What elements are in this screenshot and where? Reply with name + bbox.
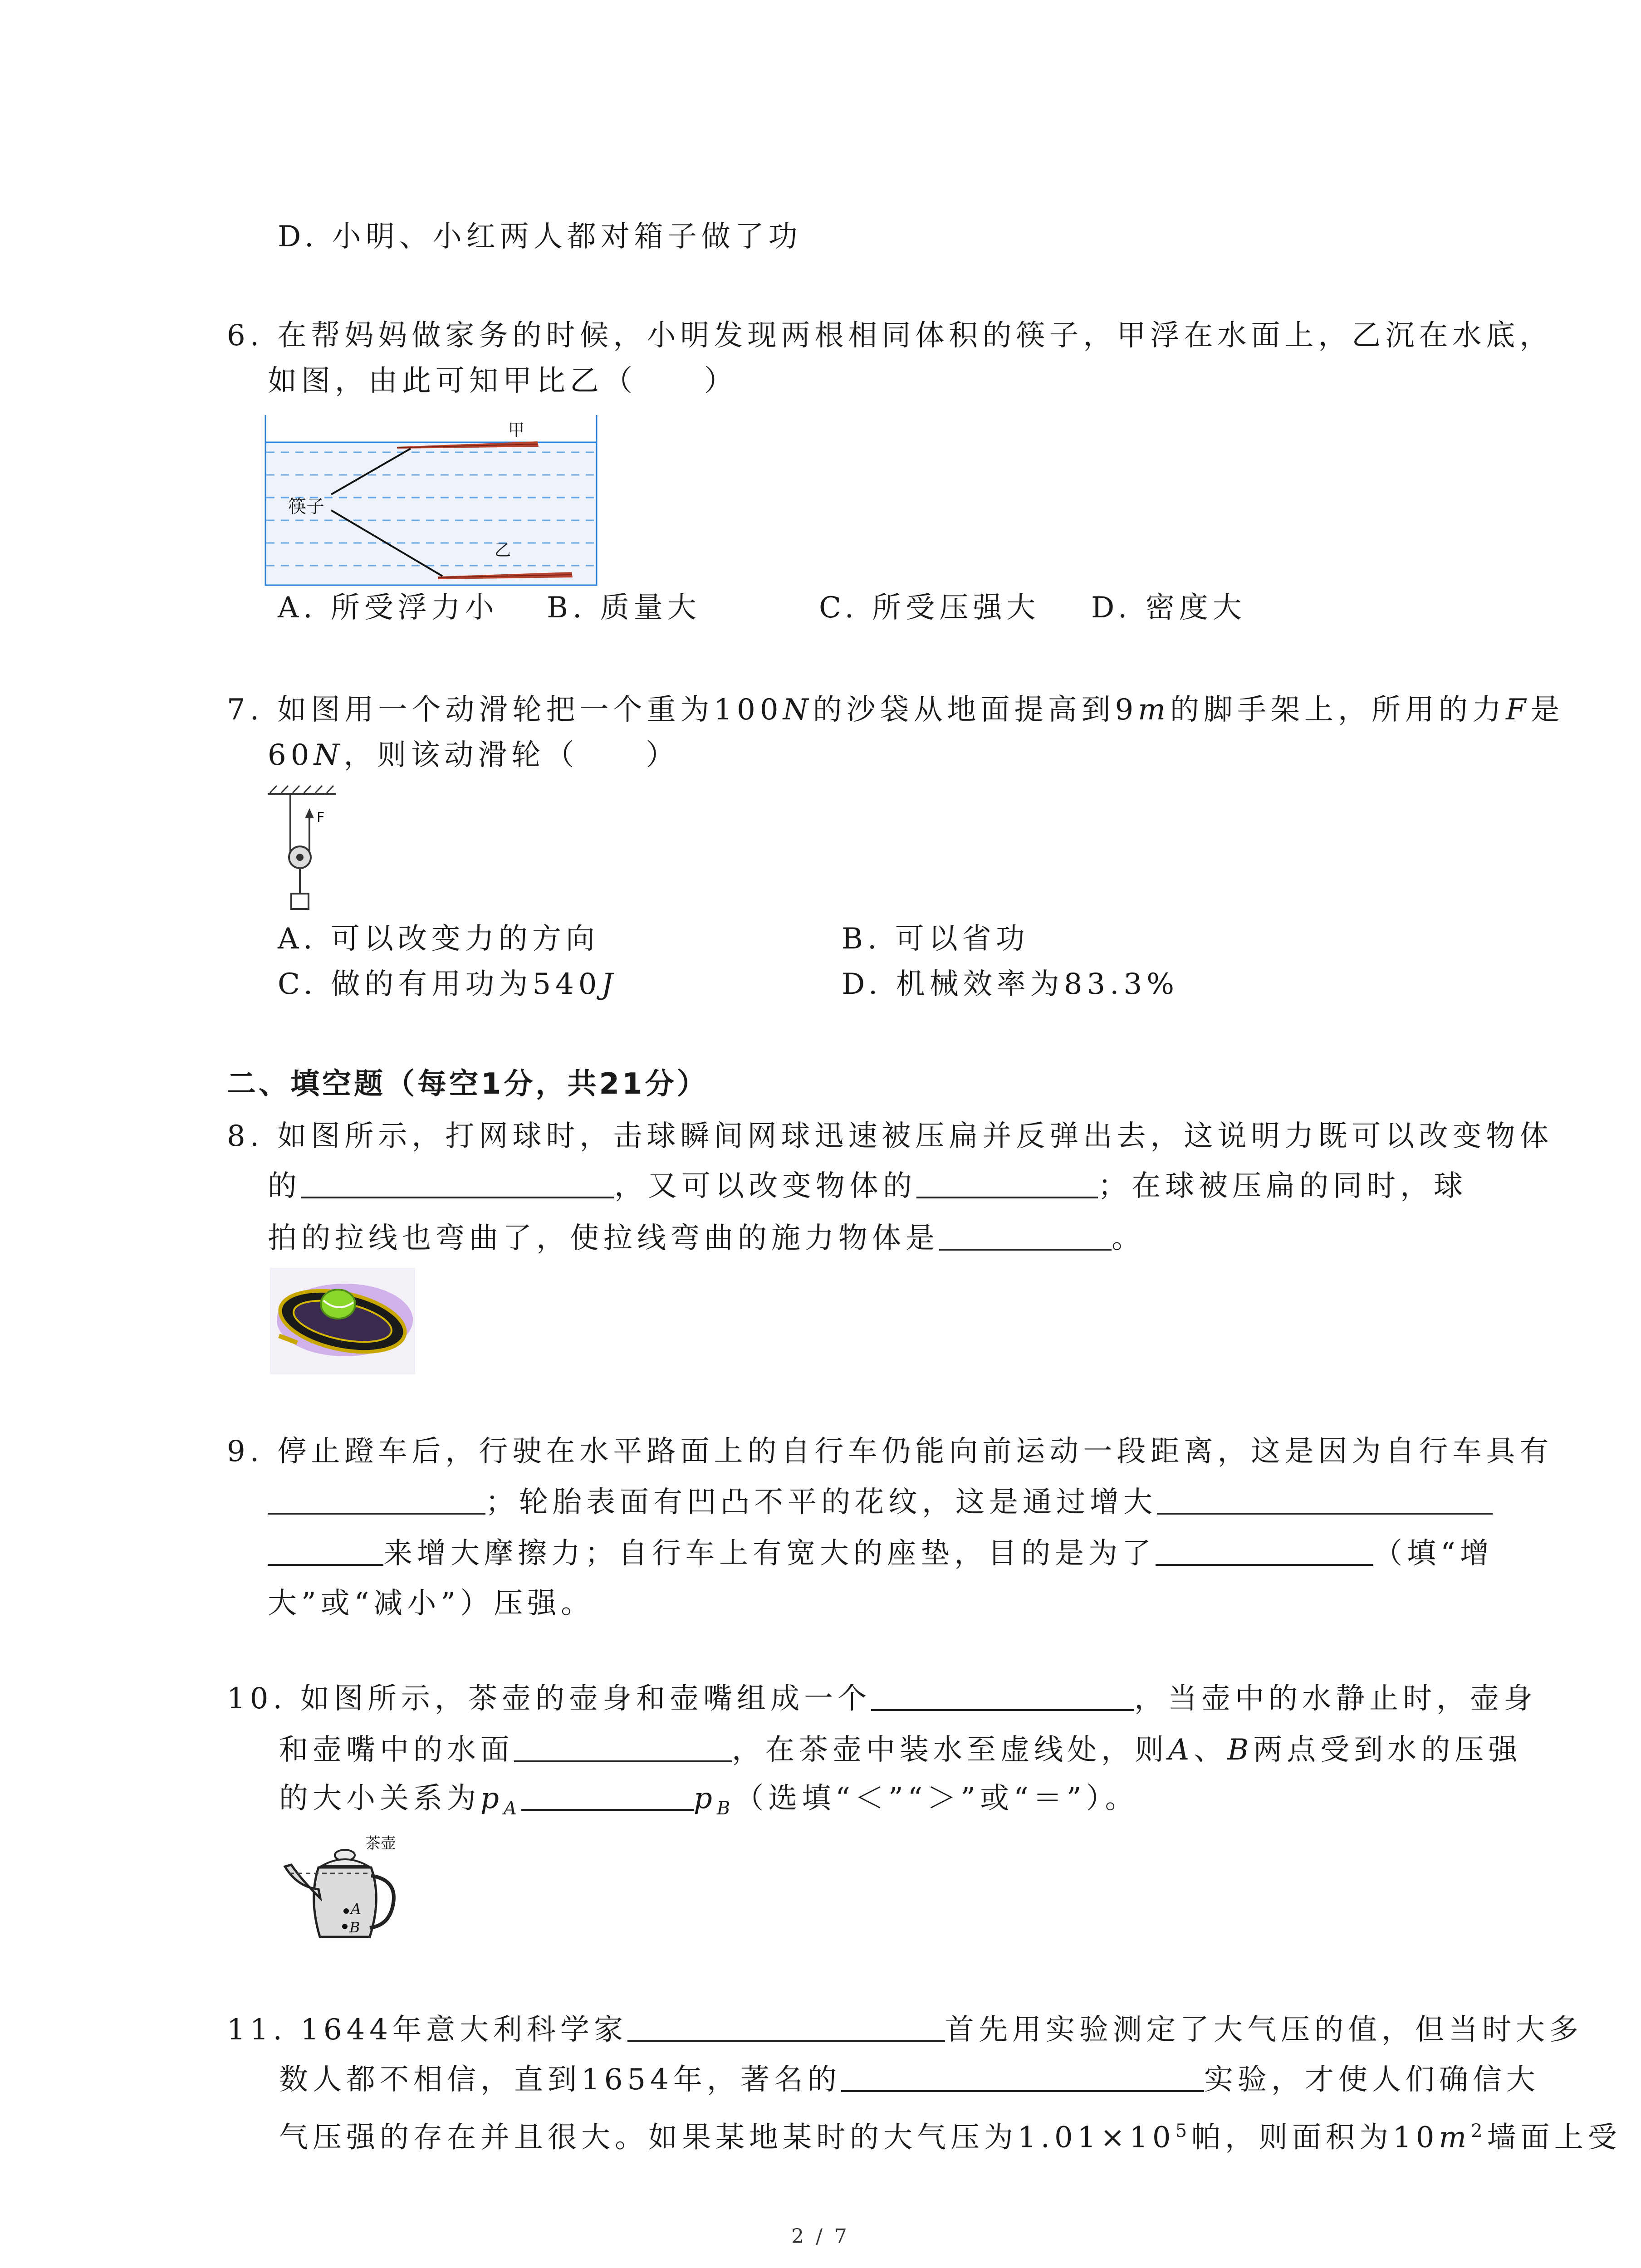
q10-line3: 的大小关系为$p_A$ $p_B$（选填“＜”“＞”或“＝”）。 — [279, 1776, 1139, 1831]
q11-line3: 气压强的存在并且很大。如果某地某时的大气压为$1.01\times 10^5$帕，则面积为$10m^2$墙面上受 — [279, 2121, 1621, 2155]
point-a-label: A — [351, 1900, 362, 1917]
q8-blank-1[interactable] — [301, 1164, 614, 1198]
q8-line1: 8. 如图所示，打网球时，击球瞬间网球迅速被压扁并反弹出去，这说明力既可以改变物体 — [227, 1119, 1553, 1153]
q9-line3: 来增大摩擦力；自行车上有宽大的座垫，目的是为了 （填“增 — [268, 1531, 1494, 1576]
q7-line1: 7. 如图用一个动滑轮把一个重为100N的沙袋从地面提高到9m的脚手架上，所用的力F是 — [227, 693, 1564, 727]
q11-line2: 数人都不相信，直到1654年，著名的 实验，才使人们确信大 — [279, 2057, 1540, 2102]
teapot-label: 茶壶 — [365, 1834, 396, 1853]
q9-blank-1[interactable] — [268, 1480, 485, 1515]
q8-blank-2[interactable] — [916, 1164, 1098, 1198]
q10-blank-2[interactable] — [514, 1728, 732, 1762]
q8-line3: 拍的拉线也弯曲了，使拉线弯曲的施力物体是 。 — [268, 1216, 1145, 1261]
section2-title: 二、填空题（每空1分，共21分） — [227, 1067, 709, 1101]
page-number: 2 / 7 — [791, 2225, 850, 2248]
q6-option-c: C. 所受压强大 — [819, 591, 1040, 625]
q10-blank-3[interactable] — [521, 1776, 694, 1811]
q7-option-a: A. 可以改变力的方向 — [278, 922, 599, 956]
q9-blank-2-cont[interactable] — [268, 1531, 383, 1566]
label-kuaizi: 筷子 — [288, 496, 324, 517]
point-b-label: B — [349, 1919, 360, 1936]
q10-line1: 10. 如图所示，茶壶的壶身和壶嘴组成一个 ，当壶中的水静止时，壶身 — [227, 1676, 1537, 1721]
q7-option-d: D. 机械效率为83.3% — [842, 968, 1179, 1001]
label-yi: 乙 — [495, 541, 511, 560]
q11-blank-2[interactable] — [841, 2058, 1204, 2092]
q8-blank-3[interactable] — [939, 1216, 1112, 1251]
q7-option-b: B. 可以省功 — [842, 922, 1029, 956]
q9-line1: 9. 停止蹬车后，行驶在水平路面上的自行车仍能向前运动一段距离，这是因为自行车具有 — [227, 1435, 1553, 1468]
q6-option-d: D. 密度大 — [1091, 591, 1246, 625]
q10-line2: 和壶嘴中的水面 ，在茶壶中装水至虚线处，则A、B两点受到水的压强 — [279, 1727, 1522, 1773]
q8-line2: 的 ，又可以改变物体的 ；在球被压扁的同时，球 — [268, 1163, 1467, 1209]
movable-pulley-figure — [268, 785, 367, 921]
q9-blank-3[interactable] — [1156, 1531, 1373, 1566]
q5-option-d: D. 小明、小红两人都对箱子做了功 — [278, 220, 802, 254]
label-F: F — [317, 810, 325, 826]
q7-option-c: C. 做的有用功为540J — [278, 968, 618, 1001]
q6-line2: 如图，由此可知甲比乙（ ） — [268, 364, 738, 398]
q11-line1: 11. 1644年意大利科学家 首先用实验测定了大气压的值，但当时大多 — [227, 2007, 1583, 2053]
q9-line2: ；轮胎表面有凹凸不平的花纹，这是通过增大 — [268, 1480, 1493, 1525]
q11-blank-1[interactable] — [627, 2008, 945, 2042]
tennis-racket-figure — [270, 1268, 415, 1374]
q7-line2: 60N，则该动滑轮（ ） — [268, 738, 680, 772]
q9-blank-2[interactable] — [1157, 1480, 1493, 1515]
q9-line4: 大”或“减小”）压强。 — [268, 1587, 595, 1620]
label-jia: 甲 — [508, 421, 525, 440]
teapot-figure — [277, 1830, 413, 1953]
q6-option-b: B. 质量大 — [547, 591, 701, 625]
q10-blank-1[interactable] — [871, 1677, 1134, 1711]
q6-option-a: A. 所受浮力小 — [278, 591, 499, 625]
q6-line1: 6. 在帮妈妈做家务的时候，小明发现两根相同体积的筷子，甲浮在水面上，乙沉在水底， — [227, 319, 1553, 352]
chopsticks-in-water-figure — [261, 415, 606, 587]
